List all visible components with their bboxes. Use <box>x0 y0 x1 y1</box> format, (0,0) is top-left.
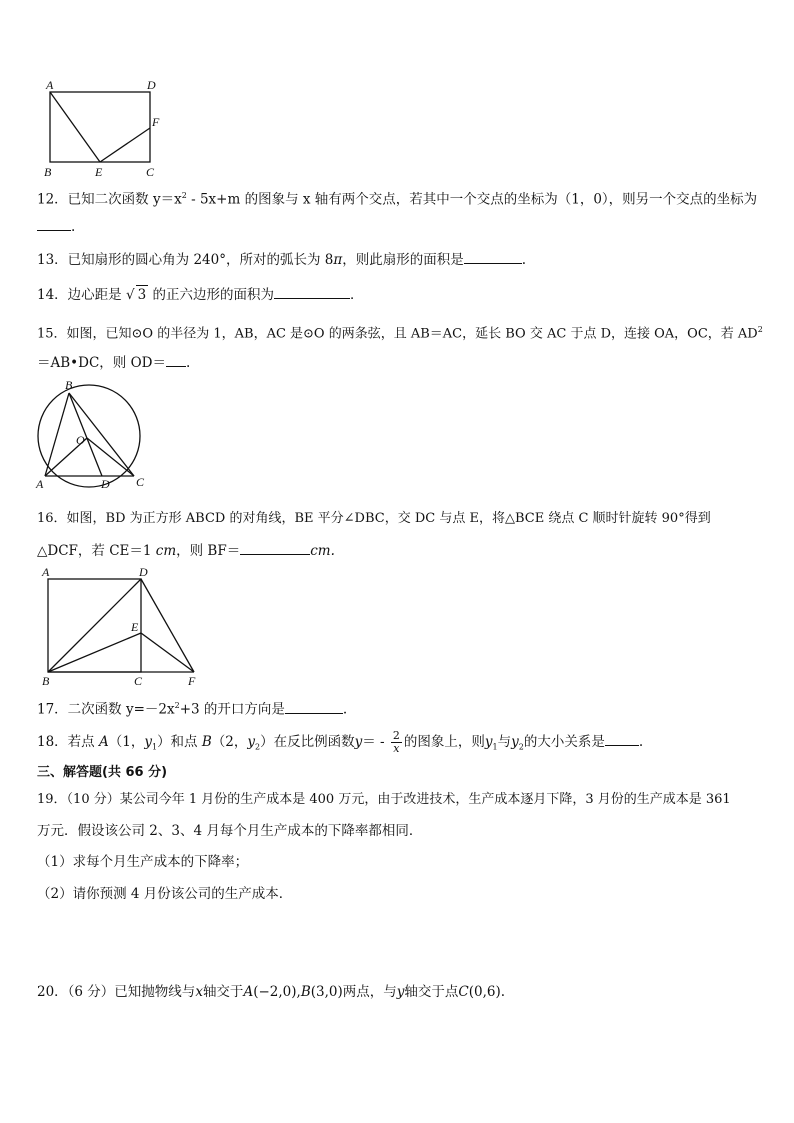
q17-sup: 2 <box>174 701 180 710</box>
circle-figure <box>32 378 160 492</box>
q14-sqrt: 3 <box>137 287 147 303</box>
question-19: 19．（10 分）某公司今年 1 月份的生产成本是 400 万元，由于改进技术，生产成本逐月下降，3 月份的生产成本是 361 <box>37 792 731 807</box>
question-18 <box>37 728 643 762</box>
question-13 <box>37 251 526 269</box>
q18-f: ＝ - <box>362 734 389 750</box>
q20-x: x <box>195 984 203 1000</box>
question-15 <box>37 321 763 343</box>
label-F: F <box>152 115 160 129</box>
q20-end: . <box>500 984 506 1000</box>
q18-y1-b: y <box>484 734 493 750</box>
q18-s2-b: 2 <box>518 742 524 752</box>
q18-s1: 1 <box>151 742 158 752</box>
q18-y2: y <box>247 734 256 750</box>
label-B: B <box>44 165 52 179</box>
q18-point-A: A <box>98 734 109 750</box>
q20-C: C <box>458 984 469 1000</box>
question-16-line2 <box>37 542 335 560</box>
q20-y: y <box>396 984 405 1000</box>
q17-end: . <box>342 701 348 718</box>
sqrt-sign: √ <box>125 287 135 303</box>
q13-text-b: ，则此扇形的面积是 <box>342 252 464 268</box>
label-B: B <box>65 378 73 392</box>
question-19-part1: （1）求每个月生产成本的下降率； <box>37 854 249 870</box>
question-19-line2: 万元．假设该公司 2、3、4 月每个月生产成本的下降率都相同． <box>37 823 423 839</box>
q18-i: 的大小关系是 <box>523 734 605 750</box>
q12-text-a: 12．已知二次函数 y＝x <box>37 191 182 208</box>
q17-text-b: +3 的开口方向是 <box>179 701 285 718</box>
q18-end: . <box>638 734 644 750</box>
q18-y1: y <box>144 734 152 750</box>
q16-line1: 16．如图，BD 为正方形 ABCD 的对角线，BE 平分∠DBC，交 DC 与点 E，将△BCE 绕点 C 顺时针旋转 90°得到 <box>37 511 711 526</box>
q14-end: ． <box>349 287 364 303</box>
q12-sup: 2 <box>181 191 187 200</box>
question-16 <box>37 510 711 528</box>
answer-blank-17[interactable] <box>285 701 343 714</box>
q20-c: 两点，与 <box>342 984 397 1000</box>
q15-line2a: ＝AB•DC，则 OD＝ <box>37 355 166 371</box>
question-17 <box>37 697 347 719</box>
q20-B: B <box>300 984 311 1000</box>
q15-sup: 2 <box>757 325 763 334</box>
question-15-line2 <box>37 354 190 372</box>
label-C: C <box>146 165 155 179</box>
question-19-part2: （2）请你预测 4 月份该公司的生产成本． <box>37 886 293 902</box>
q13-text: 13．已知扇形的圆心角为 240°，所对的弧长为 8 <box>37 252 334 268</box>
q17-text-a: 17．二次函数 y=－2x <box>37 701 175 718</box>
label-D: D <box>101 477 110 491</box>
q20-B-coord: (3,0) <box>310 984 343 1000</box>
q16-cm2: cm. <box>310 543 335 559</box>
question-14 <box>37 285 363 304</box>
q16-line2a: △DCF，若 CE＝1 <box>37 543 156 559</box>
label-F: F <box>188 674 196 688</box>
q20-d: 轴交于点 <box>404 984 459 1000</box>
q15-line1: 15．如图，已知⊙O 的半径为 1，AB，AC 是⊙O 的两条弦，且 AB＝AC，延长 BO 交 AC 于点 D，连接 OA，OC，若 AD <box>37 326 758 342</box>
q20-b: 轴交于 <box>202 984 244 1000</box>
q16-line2b: ，则 BF＝ <box>176 543 241 559</box>
q14-text-b: 的正六边形的面积为 <box>148 287 274 303</box>
label-C: C <box>134 674 143 688</box>
q16-cm1: cm <box>155 543 177 559</box>
q13-end: . <box>521 252 527 268</box>
q20-C-coord: (0,6) <box>468 984 501 1000</box>
fraction-numerator: 2 <box>392 729 400 742</box>
label-O: O <box>76 433 85 447</box>
q18-point-B: B <box>201 734 212 750</box>
rectangle-figure <box>38 76 168 180</box>
answer-blank-12[interactable] <box>37 218 71 231</box>
answer-blank-15[interactable] <box>166 354 186 367</box>
q20-A: A <box>243 984 254 1000</box>
section-3-heading: 三、解答题(共 66 分) <box>37 765 168 780</box>
answer-blank-13[interactable] <box>464 251 522 264</box>
q18-h: 与 <box>497 734 512 750</box>
q18-d: （2， <box>211 734 248 750</box>
q18-y2-b: y <box>511 734 519 750</box>
question-12-answer <box>37 218 75 236</box>
q20-comma: , <box>296 984 301 1000</box>
q20-A-coord: (−2,0) <box>253 984 297 1000</box>
q12-text-b: - 5x+m 的图象与 x 轴有两个交点，若其中一个交点的坐标为（1，0），则另一个交点的坐标为 <box>186 191 758 208</box>
label-A: A <box>46 78 54 92</box>
q18-func-y: y <box>354 734 363 750</box>
question-20 <box>37 983 505 1001</box>
answer-blank-18[interactable] <box>605 733 639 746</box>
answer-blank-16[interactable] <box>240 542 310 555</box>
label-D: D <box>139 565 148 579</box>
q18-a: 18．若点 <box>37 734 99 750</box>
q20-a: 20．（6 分）已知抛物线与 <box>37 984 196 1000</box>
answer-blank-14[interactable] <box>274 286 350 299</box>
q15-line2b: . <box>185 355 191 371</box>
q12-end: . <box>71 219 76 235</box>
q18-b: （1， <box>108 734 145 750</box>
label-E: E <box>131 620 139 634</box>
fraction-denominator: x <box>393 742 400 755</box>
label-D: D <box>147 78 156 92</box>
label-A: A <box>42 565 50 579</box>
fraction <box>391 730 402 755</box>
label-E: E <box>95 165 103 179</box>
q18-g: 的图象上，则 <box>403 734 485 750</box>
question-12 <box>37 187 757 209</box>
q18-s1-b: 1 <box>492 742 498 752</box>
label-B: B <box>42 674 50 688</box>
label-C: C <box>136 475 145 489</box>
q14-text: 14．边心距是 <box>37 287 126 303</box>
square-figure <box>36 565 206 689</box>
q18-e: ）在反比例函数 <box>260 734 355 750</box>
label-A: A <box>36 477 44 491</box>
q13-pi: π <box>333 252 343 268</box>
q18-c: ）和点 <box>157 734 202 750</box>
q18-s2: 2 <box>255 742 261 752</box>
